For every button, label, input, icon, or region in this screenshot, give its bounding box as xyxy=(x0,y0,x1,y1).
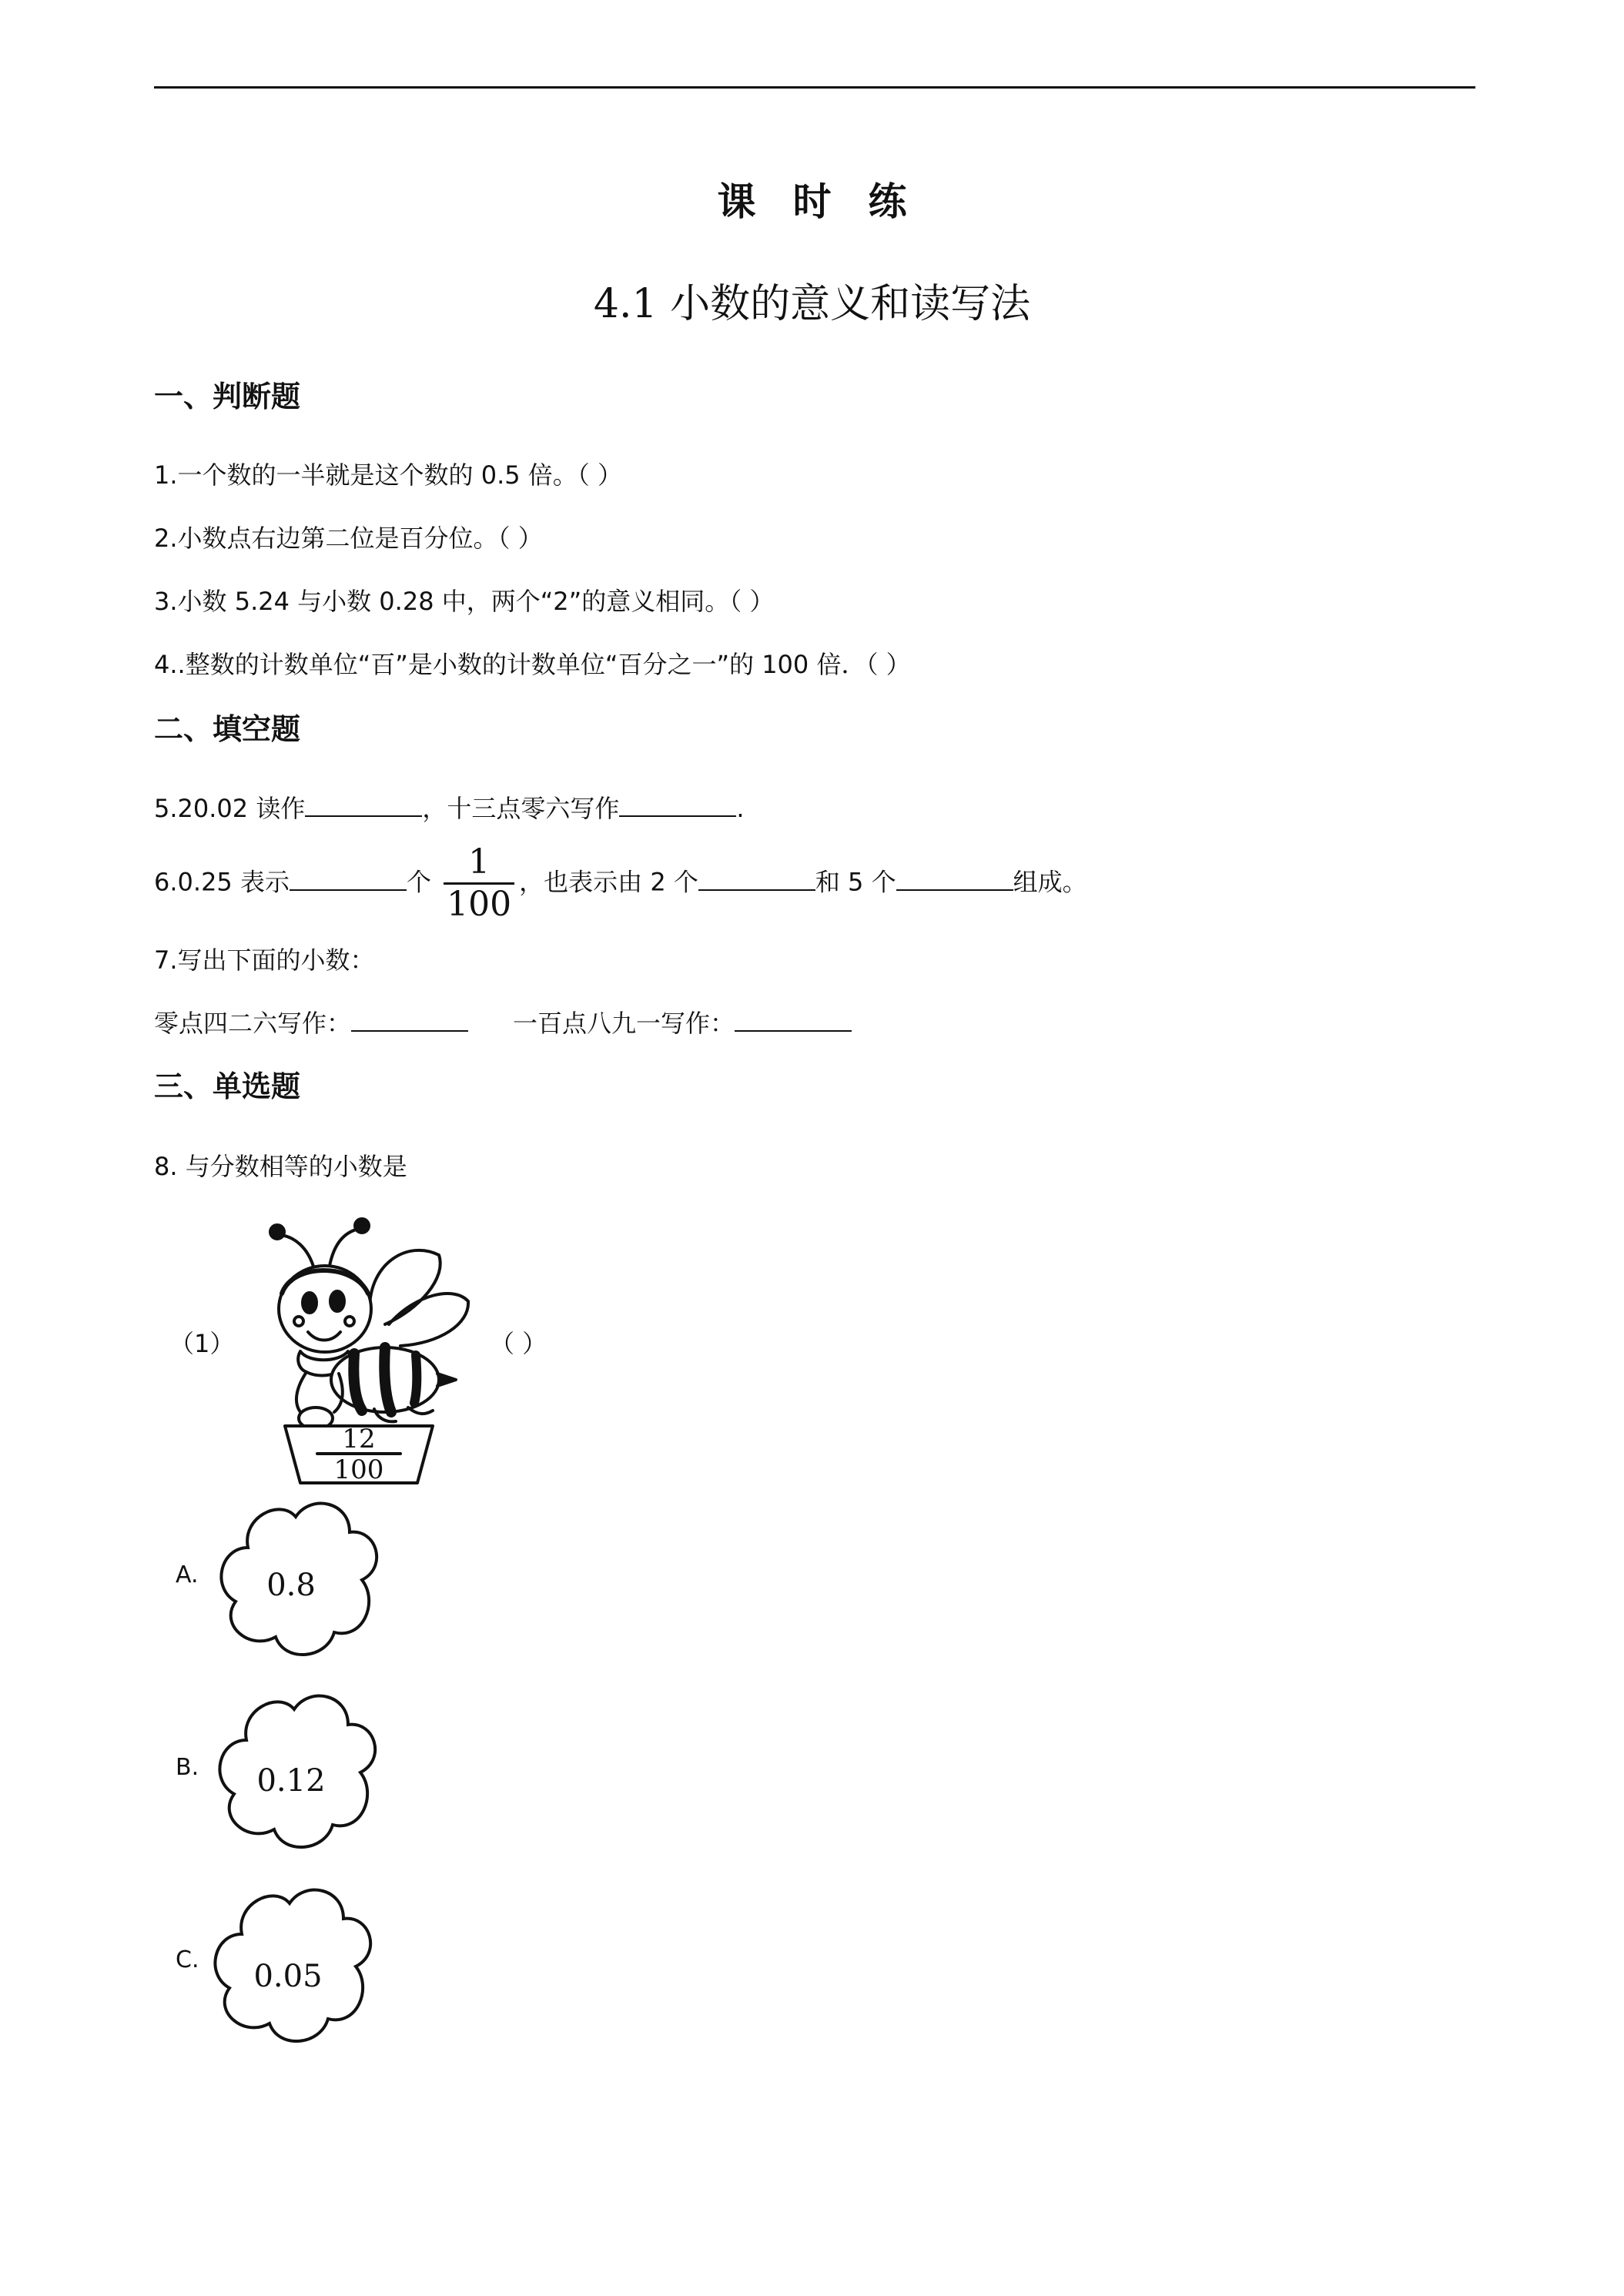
q5-text-1: 5.20.02 读作 xyxy=(154,794,306,823)
option-c-flower[interactable] xyxy=(205,1880,374,2050)
q6-text-4: 和 5 个 xyxy=(815,867,896,897)
answer-blank[interactable] xyxy=(735,1007,852,1032)
answer-paren[interactable]: （ ） xyxy=(490,1329,547,1358)
question-4: 4..整数的计数单位“百”是小数的计数单位“百分之一”的 100 倍．（ ） xyxy=(154,650,911,679)
page-title: 课时练 xyxy=(717,179,944,224)
answer-blank[interactable] xyxy=(619,792,736,817)
fraction-numerator: 1 xyxy=(468,842,491,882)
answer-blank[interactable] xyxy=(698,866,815,891)
answer-blank[interactable] xyxy=(305,792,422,817)
q5-text-3: . xyxy=(736,794,745,823)
q6-text-5: 组成。 xyxy=(1013,867,1087,897)
fraction-denominator: 100 xyxy=(447,885,512,924)
q6-text-1: 6.0.25 表示 xyxy=(154,867,290,897)
answer-blank[interactable] xyxy=(896,866,1013,891)
fraction xyxy=(444,842,514,924)
option-b-label[interactable]: B. xyxy=(176,1754,199,1781)
answer-blank[interactable] xyxy=(290,866,407,891)
question-5 xyxy=(154,789,745,825)
q7-left-text: 零点四二六写作： xyxy=(154,1009,352,1038)
option-a-label[interactable]: A. xyxy=(176,1561,199,1588)
question-6 xyxy=(154,842,1087,924)
option-c-label[interactable]: C. xyxy=(176,1946,199,1973)
question-7-prompt: 7.写出下面的小数： xyxy=(154,946,375,975)
pot-denominator: 100 xyxy=(333,1454,384,1485)
question-1: 1.一个数的一半就是这个数的 0.5 倍。（ ） xyxy=(154,460,622,490)
q6-text-2: 个 xyxy=(406,867,431,897)
option-c-value: 0.05 xyxy=(253,1959,323,1994)
question-8: 8. 与分数相等的小数是 xyxy=(154,1152,407,1181)
option-b-flower[interactable] xyxy=(209,1686,379,1856)
option-a-flower[interactable] xyxy=(211,1494,380,1663)
option-b-value: 0.12 xyxy=(256,1763,326,1799)
section-heading-fill: 二、填空题 xyxy=(154,712,301,746)
q5-text-2: ，十三点零六写作 xyxy=(422,794,620,823)
sub-question-label: （1） xyxy=(169,1329,235,1358)
question-3: 3.小数 5.24 与小数 0.28 中，两个“2”的意义相同。（ ） xyxy=(154,587,775,616)
question-7-items xyxy=(154,1004,852,1039)
answer-blank[interactable] xyxy=(351,1007,468,1032)
q6-text-3: ，也表示由 2 个 xyxy=(519,867,698,897)
page-subtitle: 4.1 小数的意义和读写法 xyxy=(593,281,1031,327)
bee-illustration xyxy=(254,1209,485,1486)
option-a-value: 0.8 xyxy=(266,1568,316,1603)
q7-right-text: 一百点八九一写作： xyxy=(513,1009,735,1038)
section-heading-judgement: 一、判断题 xyxy=(154,380,301,413)
pot-numerator: 12 xyxy=(342,1424,376,1454)
section-heading-choice: 三、单选题 xyxy=(154,1069,301,1103)
question-2: 2.小数点右边第二位是百分位。（ ） xyxy=(154,524,543,553)
header-rule xyxy=(154,86,1475,89)
